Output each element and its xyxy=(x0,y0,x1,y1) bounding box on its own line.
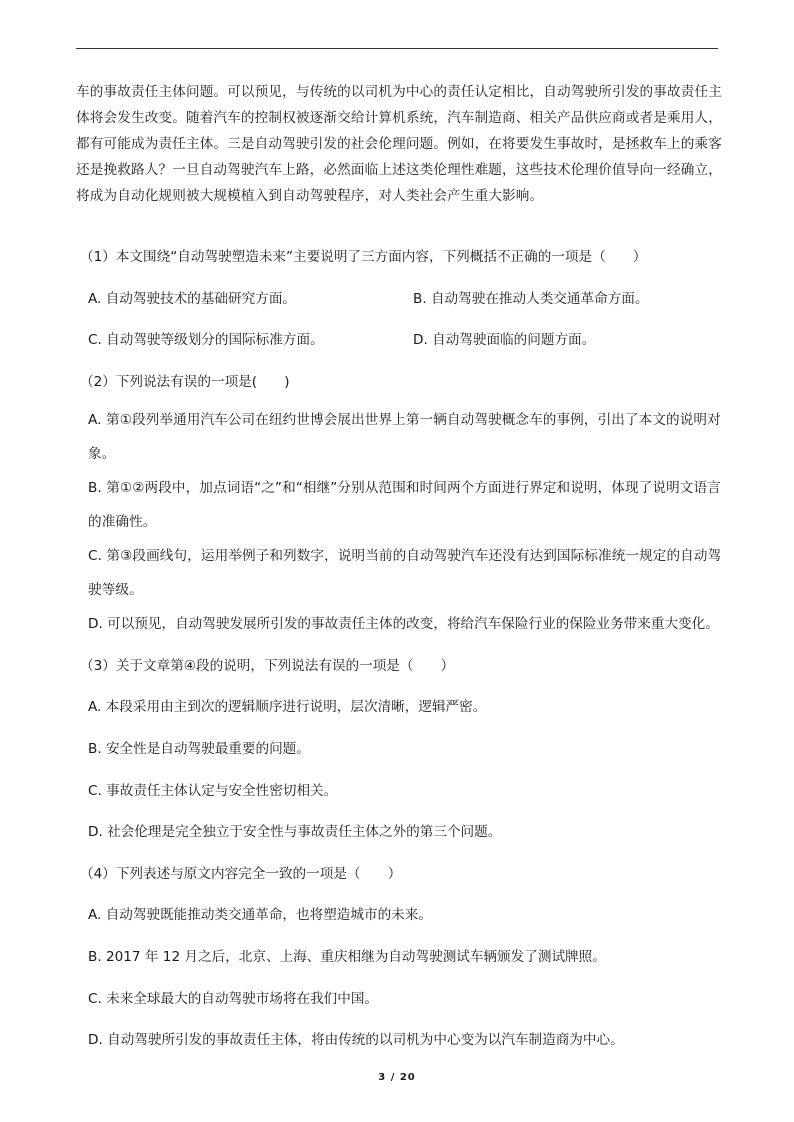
question-1-option-a: A. 自动驾驶技术的基础研究方面。 xyxy=(88,291,297,307)
question-3-option-b: B. 安全性是自动驾驶最重要的问题。 xyxy=(88,741,310,757)
question-3-option-d: D. 社会伦理是完全独立于安全性与事故责任主体之外的第三个问题。 xyxy=(88,824,502,840)
question-1-stem: （1）本文围绕“自动驾驶塑造未来”主要说明了三方面内容，下列概括不正确的一项是（ ） xyxy=(80,249,647,265)
question-4-stem: （4）下列表述与原文内容完全一致的一项是（ ） xyxy=(80,866,402,882)
question-2-option-c: C. 第③段画线句，运用举例子和列数字，说明当前的自动驾驶汽车还没有达到国际标准统一规定的自动驾驶等级。 xyxy=(88,548,722,598)
header-rule xyxy=(76,48,718,49)
question-1-option-d: D. 自动驾驶面临的问题方面。 xyxy=(413,332,596,348)
question-1-option-c: C. 自动驾驶等级划分的国际标准方面。 xyxy=(88,332,324,348)
question-1-option-b: B. 自动驾驶在推动人类交通革命方面。 xyxy=(413,291,649,307)
question-3-stem: （3）关于文章第④段的说明，下列说法有误的一项是（ ） xyxy=(80,658,455,674)
question-2-option-a: A. 第①段列举通用汽车公司在纽约世博会展出世界上第一辆自动驾驶概念车的事例，引出了本文的说明对象。 xyxy=(88,412,721,462)
question-4-option-a: A. 自动驾驶既能推动类交通革命，也将塑造城市的未来。 xyxy=(88,907,432,923)
question-2-option-b: B. 第①②两段中，加点词语“之”和“相继”分别从范围和时间两个方面进行界定和说明，体现了说明文语言的准确性。 xyxy=(88,480,721,530)
question-3-option-c: C. 事故责任主体认定与安全性密切相关。 xyxy=(88,783,338,799)
question-4-option-c: C. 未来全球最大的自动驾驶市场将在我们中国。 xyxy=(88,991,379,1007)
passage-paragraph: 车的事故责任主体问题。可以预见，与传统的以司机为中心的责任认定相比，自动驾驶所引发的事故责任主体将会发生改变。随着汽车的控制权被逐渐交给计算机系统，汽车制造商、相关产品供应商或者是乘用人，都有可能成为责任主体。三是自动驾驶引发的社会伦理问题。例如，在将要发生事故时，是拯救车上的乘客还是挽救路人？一旦自动驾驶汽车上路，必然面临上述这类伦理性难题，这些技术伦理价值导向一经确立，将成为自动化规则被大规模植入到自动驾驶程序，对人类社会产生重大影响。 xyxy=(76,84,722,204)
question-4-option-b: B. 2017 年 12 月之后，北京、上海、重庆相继为自动驾驶测试车辆颁发了测试牌照。 xyxy=(88,949,606,965)
question-2-stem: （2）下列说法有误的一项是( ) xyxy=(80,374,290,390)
question-2-option-d: D. 可以预见，自动驾驶发展所引发的事故责任主体的改变，将给汽车保险行业的保险业务带来重大变化。 xyxy=(88,616,719,632)
question-3-option-a: A. 本段采用由主到次的逻辑顺序进行说明，层次清晰，逻辑严密。 xyxy=(88,699,487,715)
question-4-option-d: D. 自动驾驶所引发的事故责任主体，将由传统的以司机为中心变为以汽车制造商为中心。 xyxy=(88,1032,624,1048)
page-number: 3 / 20 xyxy=(378,1072,416,1083)
